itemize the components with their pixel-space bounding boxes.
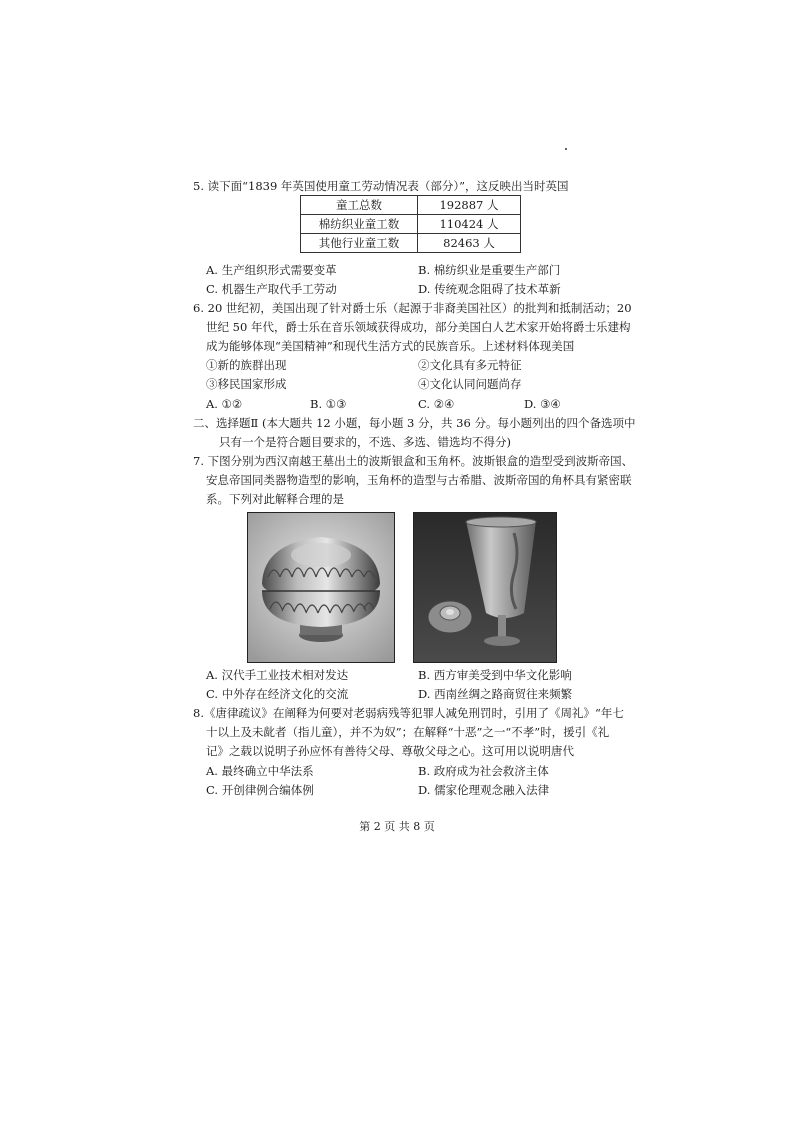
- table-row: [301, 196, 521, 215]
- q8-stem-line2: 十以上及未龀者（指儿童），并不为奴”；在解释“十恶”之一“不孝”时，援引《礼: [206, 725, 610, 739]
- q6-option-b[interactable]: B. ①③: [310, 397, 347, 411]
- jade-horn-cup-photo: [413, 512, 557, 663]
- table-cell-value: 110424 人: [418, 215, 521, 234]
- table-cell-value: 82463 人: [418, 234, 521, 253]
- q6-option-c[interactable]: C. ②④: [418, 397, 455, 411]
- q7-option-a[interactable]: A. 汉代手工业技术相对发达: [206, 668, 349, 682]
- page-footer: 第 2 页 共 8 页: [359, 820, 435, 833]
- table-cell-label: 童工总数: [301, 196, 418, 215]
- q8-stem-line1: 8.《唐律疏议》在阐释为何要对老弱病残等犯罪人减免刑罚时，引用了《周礼》“年七: [193, 706, 624, 720]
- table-row: [301, 215, 521, 234]
- persian-silver-box-photo: [247, 512, 395, 663]
- q8-stem-line3: 记》之载以说明子孙应怀有善待父母、尊敬父母之心。这可用以说明唐代: [206, 744, 574, 758]
- q5-option-c[interactable]: C. 机器生产取代手工劳动: [206, 282, 337, 296]
- table-cell-label: 棉纺织业童工数: [301, 215, 418, 234]
- q8-option-a[interactable]: A. 最终确立中华法系: [206, 764, 314, 778]
- q7-option-d[interactable]: D. 西南丝绸之路商贸往来频繁: [418, 687, 573, 701]
- q7-option-b[interactable]: B. 西方审美受到中华文化影响: [418, 668, 572, 682]
- q8-option-d[interactable]: D. 儒家伦理观念融入法律: [418, 783, 550, 797]
- q6-option-a[interactable]: A. ①②: [206, 397, 243, 411]
- table-cell-value: 192887 人: [418, 196, 521, 215]
- q6-item-3: ③移民国家形成: [206, 377, 287, 391]
- q7-stem-line3: 系。下列对此解释合理的是: [206, 492, 344, 506]
- child-labor-table: [300, 195, 521, 253]
- q6-item-4: ④文化认同问题尚存: [418, 377, 522, 391]
- q7-stem-line1: 7. 下图分别为西汉南越王墓出土的波斯银盒和玉角杯。波斯银盒的造型受到波斯帝国、: [193, 454, 634, 468]
- q6-item-1: ①新的族群出现: [206, 358, 287, 372]
- q5-option-d[interactable]: D. 传统观念阻碍了技术革新: [418, 282, 561, 296]
- q7-option-c[interactable]: C. 中外存在经济文化的交流: [206, 687, 349, 701]
- q5-option-a[interactable]: A. 生产组织形式需要变革: [206, 263, 337, 277]
- section2-heading-line2: 只有一个是符合题目要求的，不选、多选、错选均不得分): [219, 435, 511, 449]
- q6-option-d[interactable]: D. ③④: [524, 397, 561, 411]
- scan-speck: [565, 148, 567, 150]
- q8-option-b[interactable]: B. 政府成为社会救济主体: [418, 764, 549, 778]
- q6-stem-line3: 成为能够体现“美国精神”和现代生活方式的民族音乐。上述材料体现美国: [206, 339, 575, 353]
- q8-option-c[interactable]: C. 开创律例合编体例: [206, 783, 314, 797]
- silver-box-image: [248, 513, 394, 662]
- table-row: [301, 234, 521, 253]
- q5-option-b[interactable]: B. 棉纺织业是重要生产部门: [418, 263, 561, 277]
- jade-cup-image: [414, 513, 556, 662]
- q6-item-2: ②文化具有多元特征: [418, 358, 522, 372]
- section2-heading-line1: 二、选择题Ⅱ (本大题共 12 小题，每小题 3 分，共 36 分。每小题列出的四个备选项中: [193, 416, 636, 430]
- q7-stem-line2: 安息帝国同类器物造型的影响，玉角杯的造型与古希腊、波斯帝国的角杯具有紧密联: [206, 473, 632, 487]
- q5-stem: 5. 读下面“1839 年英国使用童工劳动情况表（部分）”，这反映出当时英国: [193, 179, 569, 193]
- q6-stem-line1: 6. 20 世纪初，美国出现了针对爵士乐（起源于非裔美国社区）的批判和抵制活动；20: [193, 301, 632, 315]
- q6-stem-line2: 世纪 50 年代，爵士乐在音乐领域获得成功，部分美国白人艺术家开始将爵士乐建构: [206, 320, 631, 334]
- table-cell-label: 其他行业童工数: [301, 234, 418, 253]
